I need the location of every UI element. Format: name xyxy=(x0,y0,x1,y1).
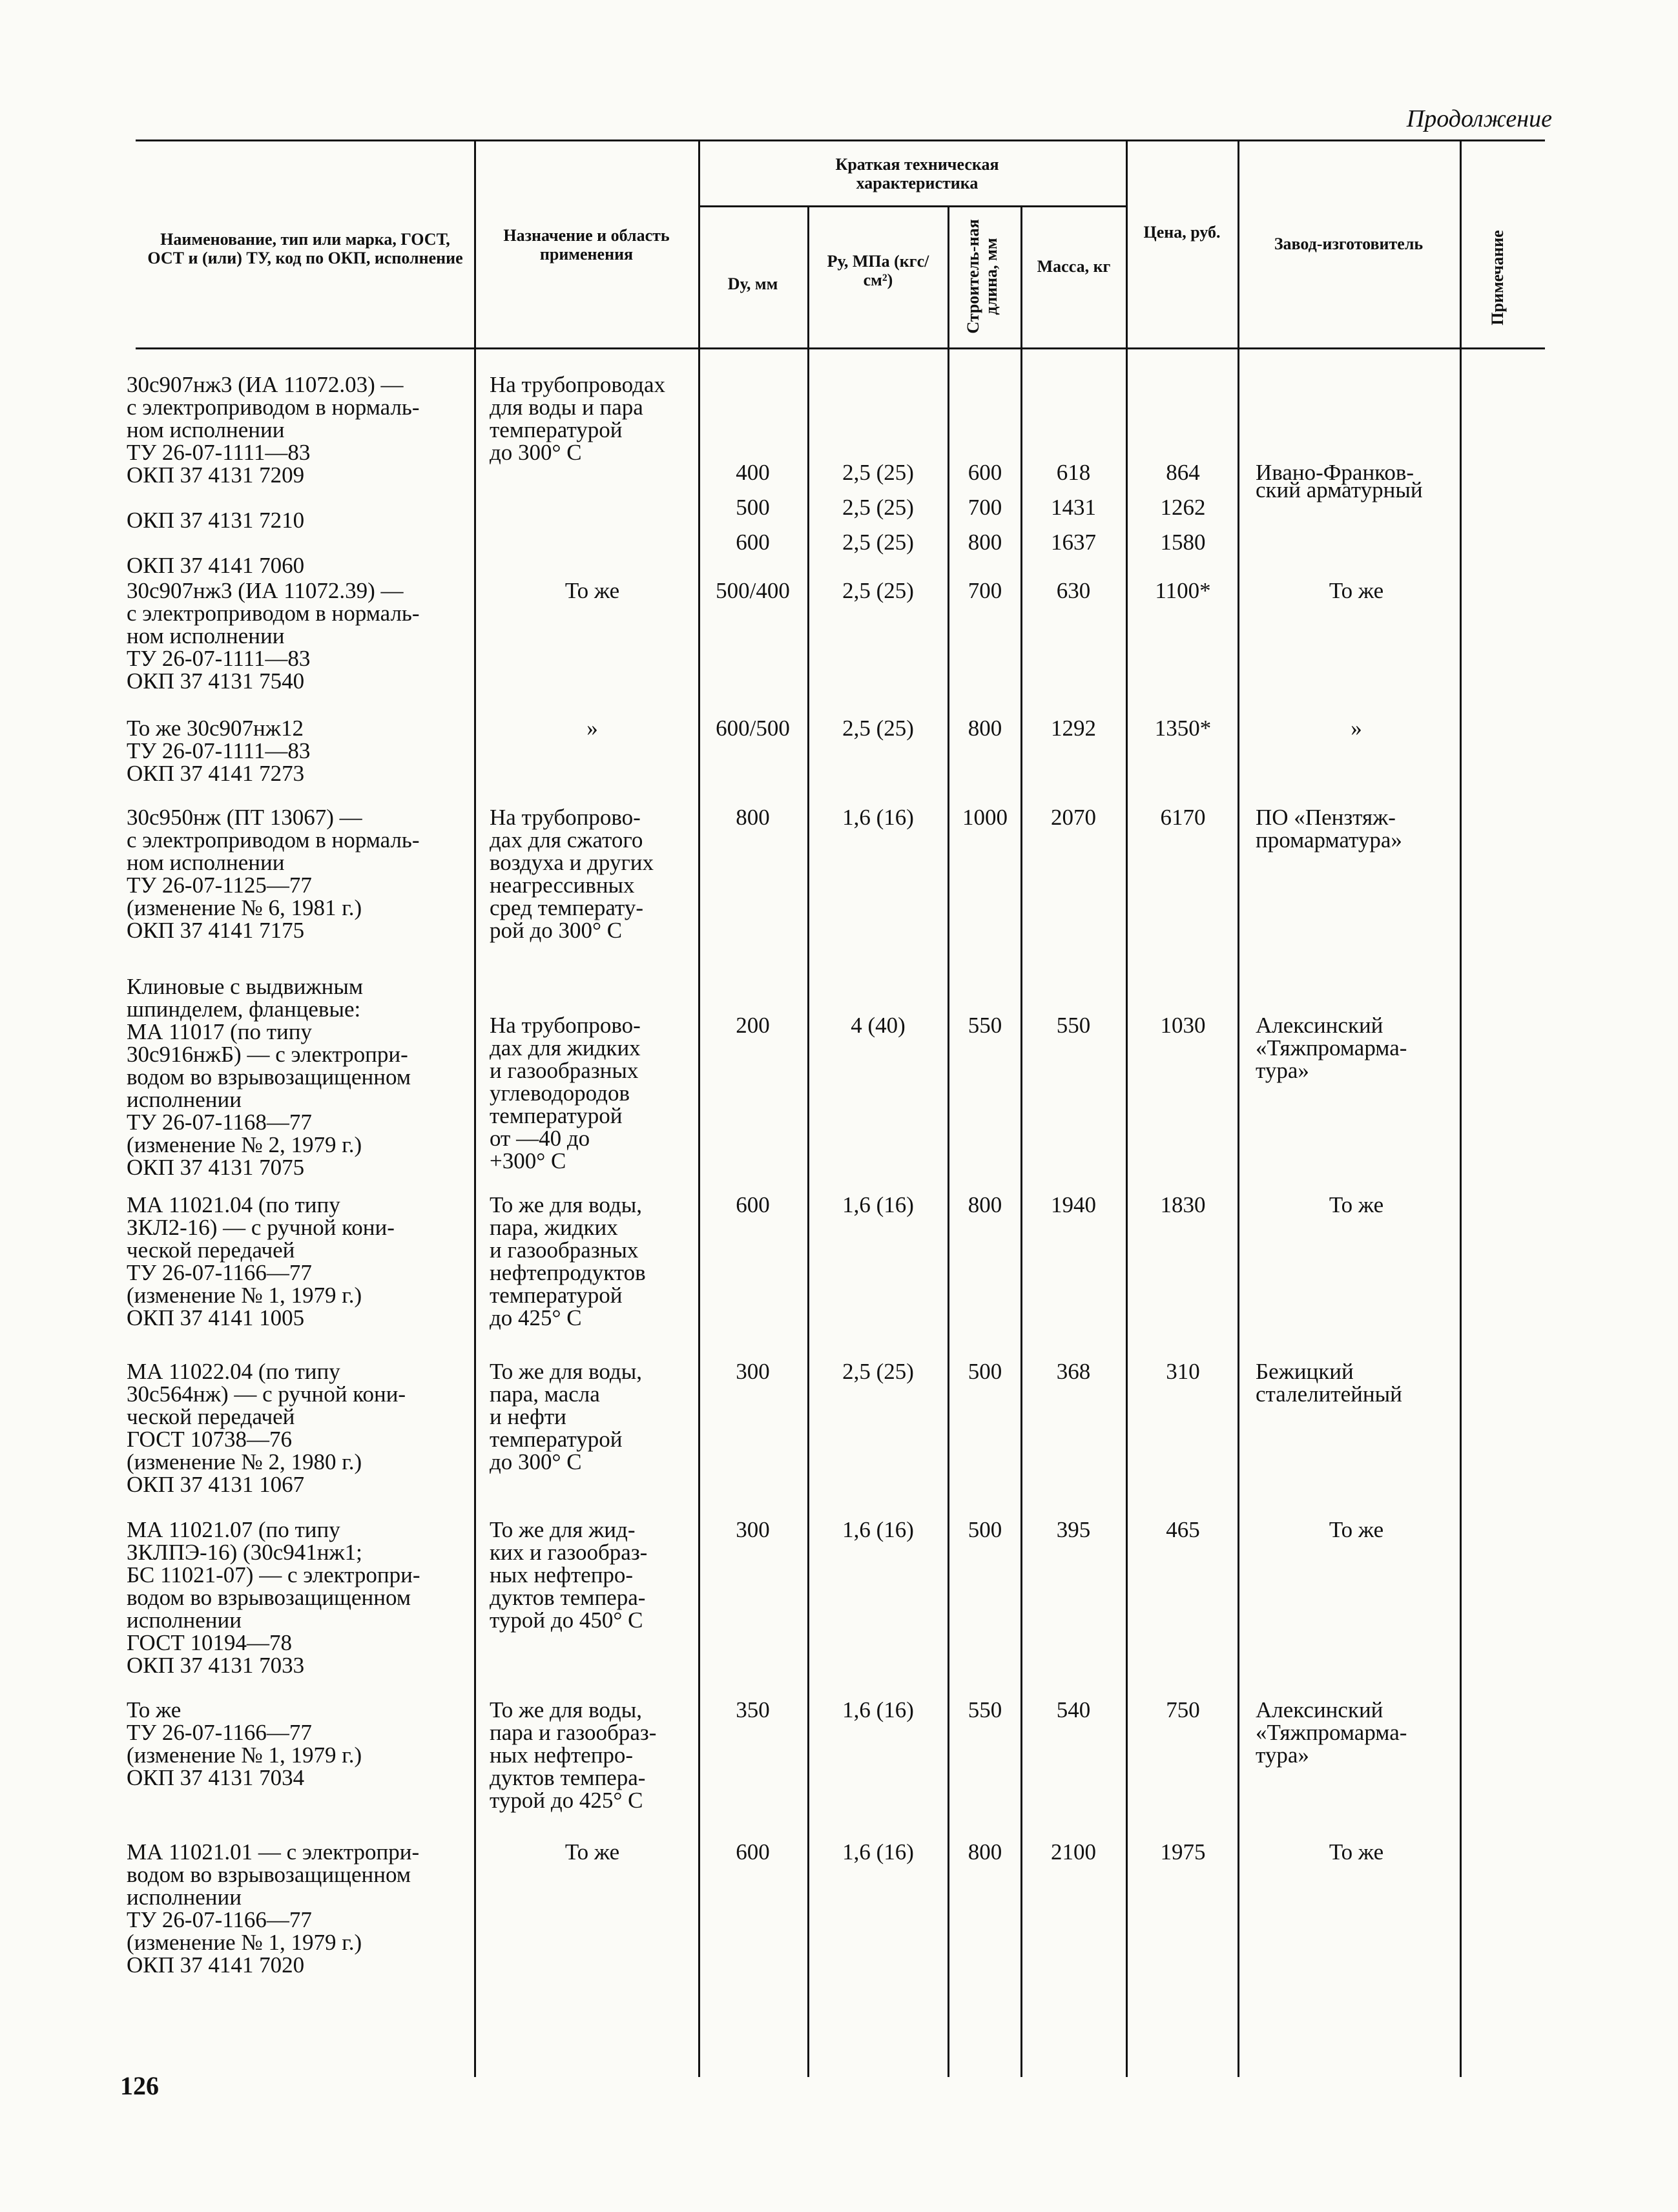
cell-price: 1030 xyxy=(1160,1013,1206,1038)
header-mass: Масса, кг xyxy=(1037,257,1111,276)
col-divider xyxy=(1020,205,1022,2077)
header-bottom-rule xyxy=(136,347,1545,349)
cell-mass: 630 xyxy=(1056,578,1091,603)
header-purpose: Назначение и область применения xyxy=(503,226,670,264)
cell-maker: То же xyxy=(1329,578,1384,603)
cell-price: 465 xyxy=(1166,1517,1200,1542)
header-pn: Pу, МПа (кгс/см²) xyxy=(827,252,929,289)
cell-purpose: » xyxy=(586,716,598,741)
cell-maker: То же xyxy=(1329,1839,1384,1865)
continuation-label: Продолжение xyxy=(1406,105,1552,132)
cell-mass: 2100 xyxy=(1051,1839,1096,1865)
cell-price: 1350* xyxy=(1154,716,1212,741)
cell-purpose: На трубопроводах для воды и пара температурой до 300° С xyxy=(490,372,666,465)
cell-length: 550 xyxy=(968,1697,1002,1722)
cell-dn: 800 xyxy=(736,805,770,830)
cell-name: 30с907нж3 (ИА 11072.03) — с электроприводом в нормаль- ном исполнении ТУ 26-07-1111—83 ОКП 37 4131 7209 ОКП 37 4131 7210 ОКП 37 4141 7060 xyxy=(127,372,420,578)
cell-maker: То же xyxy=(1329,1517,1384,1542)
cell-dn: 600 xyxy=(736,1192,770,1217)
cell-maker: Ивано-Франков- ский арматурный xyxy=(1256,460,1423,502)
cell-mass: 550 xyxy=(1056,1013,1091,1038)
cell-price: 1975 xyxy=(1160,1839,1206,1865)
cell-pn: 2,5 (25) 2,5 (25) 2,5 (25) xyxy=(842,460,914,555)
col-divider xyxy=(1238,140,1239,2077)
cell-dn: 300 xyxy=(736,1359,770,1384)
cell-purpose: На трубопрово- дах для жидких и газообразных углеводородов температурой от —40 до +300° С xyxy=(490,1013,641,1173)
cell-dn: 200 xyxy=(736,1013,770,1038)
cell-dn: 400 500 600 xyxy=(736,460,770,555)
cell-pn: 2,5 (25) xyxy=(842,716,914,741)
cell-name: МА 11022.04 (по типу 30с564нж) — с ручной кони- ческой передачей ГОСТ 10738—76 (изменение № 2, 1980 г.) ОКП 37 4131 1067 xyxy=(127,1359,406,1497)
cell-length: 800 xyxy=(968,716,1002,741)
cell-purpose: То же для жид- ких и газообраз- ных нефтепро- дуктов темпера- турой до 450° С xyxy=(490,1517,648,1633)
cell-length: 700 xyxy=(968,578,1002,603)
header-tech-group: Краткая техническая характеристика xyxy=(835,155,999,192)
cell-length: 550 xyxy=(968,1013,1002,1038)
cell-price: 750 xyxy=(1166,1697,1200,1722)
header-note: Примечание xyxy=(1488,230,1507,326)
cell-mass: 368 xyxy=(1056,1359,1091,1384)
header-price: Цена, руб. xyxy=(1143,223,1221,242)
cell-price: 1830 xyxy=(1160,1192,1206,1217)
cell-price: 1100* xyxy=(1155,578,1211,603)
cell-length: 600 700 800 xyxy=(968,460,1002,555)
col-divider xyxy=(807,205,809,2077)
cell-mass: 540 xyxy=(1056,1697,1091,1722)
cell-maker: Алексинский «Тяжпромарма- тура» xyxy=(1256,1013,1407,1083)
header-name: Наименование, тип или марка, ГОСТ, ОСТ и (или) ТУ, код по ОКП, исполнение xyxy=(147,230,463,267)
header-length: Строитель-ная длина, мм xyxy=(964,219,1000,334)
cell-pn: 2,5 (25) xyxy=(842,1359,914,1384)
cell-maker: То же xyxy=(1329,1192,1384,1217)
cell-pn: 1,6 (16) xyxy=(842,1192,914,1217)
col-divider xyxy=(474,140,476,2077)
cell-dn: 600 xyxy=(736,1839,770,1865)
page-number: 126 xyxy=(120,2071,159,2100)
cell-purpose: На трубопрово- дах для сжатого воздуха и других неагрессивных сред температу- рой до 300° С xyxy=(490,805,654,943)
cell-pn: 4 (40) xyxy=(851,1013,906,1038)
header-dn: Dу, мм xyxy=(727,274,778,293)
cell-dn: 350 xyxy=(736,1697,770,1722)
cell-name: 30с907нж3 (ИА 11072.39) — с электроприводом в нормаль- ном исполнении ТУ 26-07-1111—83 ОКП 37 4131 7540 xyxy=(127,578,420,694)
cell-length: 500 xyxy=(968,1517,1002,1542)
cell-price: 310 xyxy=(1166,1359,1200,1384)
cell-purpose: То же для воды, пара и газообраз- ных нефтепро- дуктов темпера- турой до 425° С xyxy=(490,1697,657,1813)
cell-purpose: То же для воды, пара, жидких и газообразных нефтепродуктов температурой до 425° С xyxy=(490,1192,646,1330)
cell-mass: 1940 xyxy=(1051,1192,1096,1217)
cell-purpose: То же для воды, пара, масла и нефти температурой до 300° С xyxy=(490,1359,642,1474)
cell-name: 30с950нж (ПТ 13067) — с электроприводом в нормаль- ном исполнении ТУ 26-07-1125—77 (изменение № 6, 1981 г.) ОКП 37 4141 7175 xyxy=(127,805,420,943)
cell-length: 1000 xyxy=(962,805,1008,830)
cell-pn: 1,6 (16) xyxy=(842,1839,914,1865)
cell-price: 864 1262 1580 xyxy=(1160,460,1206,555)
col-divider xyxy=(1460,140,1462,2077)
cell-pn: 2,5 (25) xyxy=(842,578,914,603)
cell-length: 800 xyxy=(968,1192,1002,1217)
cell-maker: ПО «Пензтяж- промарматура» xyxy=(1256,805,1402,853)
cell-price: 6170 xyxy=(1160,805,1206,830)
cell-mass: 1292 xyxy=(1051,716,1096,741)
cell-dn: 500/400 xyxy=(716,578,790,603)
cell-pn: 1,6 (16) xyxy=(842,1697,914,1722)
cell-maker: Алексинский «Тяжпромарма- тура» xyxy=(1256,1697,1407,1768)
header-maker: Завод-изготовитель xyxy=(1274,234,1424,253)
cell-maker: » xyxy=(1351,716,1362,741)
cell-purpose: То же xyxy=(565,1839,620,1865)
cell-name: МА 11021.01 — с электропри- водом во взрывозащищенном исполнении ТУ 26-07-1166—77 (изменение № 1, 1979 г.) ОКП 37 4141 7020 xyxy=(127,1839,420,1978)
cell-length: 800 xyxy=(968,1839,1002,1865)
table-top-rule xyxy=(136,140,1545,141)
cell-pn: 1,6 (16) xyxy=(842,805,914,830)
cell-name: МА 11021.04 (по типу ЗКЛ2-16) — с ручной кони- ческой передачей ТУ 26-07-1166—77 (изменение № 1, 1979 г.) ОКП 37 4141 1005 xyxy=(127,1192,395,1330)
cell-maker: Бежицкий сталелитейный xyxy=(1256,1359,1402,1407)
cell-dn: 600/500 xyxy=(716,716,790,741)
cell-purpose: То же xyxy=(565,578,620,603)
cell-dn: 300 xyxy=(736,1517,770,1542)
col-divider xyxy=(1126,140,1128,2077)
cell-name: МА 11021.07 (по типу ЗКЛПЭ-16) (30с941нж1; БС 11021-07) — с электропри- водом во взрывозащищенном исполнении ГОСТ 10194—78 ОКП 37 4131 7033 xyxy=(127,1517,420,1678)
cell-pn: 1,6 (16) xyxy=(842,1517,914,1542)
cell-mass: 618 1431 1637 xyxy=(1051,460,1096,555)
cell-name: Клиновые с выдвижным шпинделем, фланцевые: МА 11017 (по типу 30с916нжБ) — с электропри- водом во взрывозащищенном исполнении ТУ 26-07-1168—77 (изменение № 2, 1979 г.) ОКП 37 4131 7075 xyxy=(127,974,411,1180)
cell-mass: 395 xyxy=(1056,1517,1091,1542)
cell-name: То же ТУ 26-07-1166—77 (изменение № 1, 1979 г.) ОКП 37 4131 7034 xyxy=(127,1697,362,1790)
tech-group-rule xyxy=(698,205,1126,207)
cell-name: То же 30с907нж12 ТУ 26-07-1111—83 ОКП 37 4141 7273 xyxy=(127,716,311,786)
cell-mass: 2070 xyxy=(1051,805,1096,830)
col-divider xyxy=(948,205,949,2077)
col-divider xyxy=(698,140,700,2077)
cell-length: 500 xyxy=(968,1359,1002,1384)
